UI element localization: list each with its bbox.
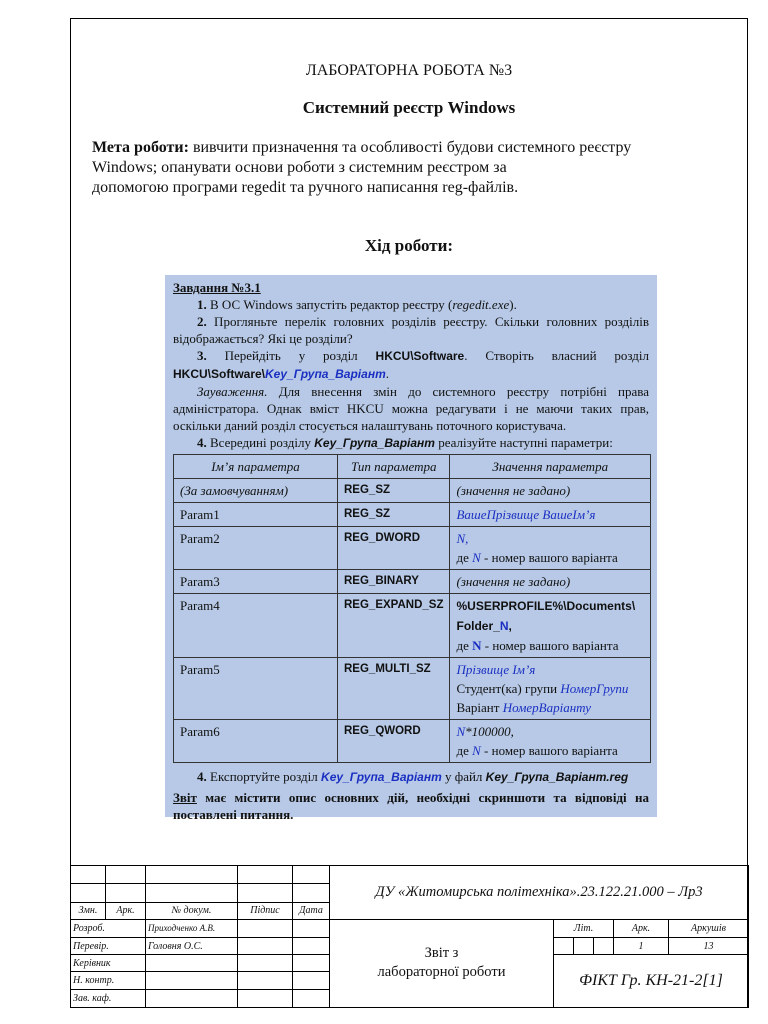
goal-line1: вивчити призначення та особливості будови системного реєстру — [188, 139, 632, 156]
task-export: 4. Експортуйте розділ Key_Група_Варіант у файл Key_Група_Варіант.reg — [197, 769, 629, 784]
header-name: Ім’я параметра — [174, 455, 338, 479]
table-row: Param6 REG_QWORD N*100000, де N - номер вашого варіанта — [174, 720, 651, 763]
task-step-4: 4. Всередині розділу Key_Група_Варіант реалізуйте наступні параметри: — [197, 435, 613, 450]
task-step-1: 1. В ОС Windows запустіть редактор реєстру (regedit.exe). — [197, 297, 517, 312]
goal-line3: допомогою програми regedit та ручного написання reg-файлів. — [92, 179, 519, 196]
table-row: Param3 REG_BINARY (значення не задано) — [174, 570, 651, 594]
task-step-3: 3. Перейдіть у розділ HKCU\Software. Створіть власний розділ HKCU\Software\Key_Група_Варіант. — [173, 348, 649, 381]
task-box — [165, 275, 657, 822]
report-title: Звіт з лабораторної роботи — [330, 919, 554, 1007]
rozrob-name: Приходченко А.В. — [146, 919, 238, 937]
lab-title: ЛАБОРАТОРНА РОБОТА №3 — [305, 62, 513, 79]
table-row: Param2 REG_DWORD N, де N - номер вашого варіанта — [174, 527, 651, 570]
row-rozrob: Розроб. — [71, 919, 146, 937]
header-type: Тип параметра — [338, 455, 450, 479]
table-row: Param1 REG_SZ ВашеПрізвище ВашеІм’я — [174, 503, 651, 527]
task-report-note: Звіт має містити опис основних дій, необхідні скриншоти та відповіді на поставлені питання. — [173, 790, 649, 822]
title-block-stamp: ДУ «Житомирська політехніка».23.122.21.000 – Лр3 Змн. Арк. № докум. Підпис Дата Розроб. Приходченко А.В. Звіт з лабораторної роботи Літ. Арк. Аркушів Перевір. Головня О.С. 1 13 Керівник ФІКТ Гр. КН-21-2[1] Н. контр. Зав. каф. — [70, 865, 748, 1008]
table-row: Param4 REG_EXPAND_SZ %USERPROFILE%\Documents\ Folder_N, де N - номер вашого варіанта — [174, 594, 651, 658]
table-header-row — [174, 455, 651, 479]
goal-label: Мета роботи: — [92, 139, 189, 156]
lab-subtitle: Системний реєстр Windows — [302, 98, 516, 117]
goal-paragraph — [92, 138, 732, 198]
task-step-2: 2. Прогляньте перелік головних розділів реєстру. Скільки головних розділів відображається? Які це розділи? — [173, 314, 649, 346]
progress-heading: Хід роботи: — [364, 236, 454, 255]
parameters-table — [173, 454, 651, 763]
group-code: ФІКТ Гр. КН-21-2[1] — [554, 955, 749, 1008]
document-code: ДУ «Житомирська політехніка».23.122.21.000 – Лр3 — [330, 866, 749, 920]
perevir-name: Головня О.С. — [146, 937, 238, 954]
header-value: Значення параметра — [450, 455, 651, 479]
goal-line2: Windows; опанувати основи роботи з системним реєстром за — [92, 159, 507, 176]
task-title: Завдання №3.1 — [173, 280, 261, 295]
task-note: Зауваження. Для внесення змін до системного реєстру потрібні права адміністратора. Однак вміст HKCU можна редагувати і не маючи таких прав, оскільки даний розділ стосується налаштувань поточного користувача. — [173, 384, 649, 433]
table-row: (За замовчуванням) REG_SZ (значення не задано) — [174, 479, 651, 503]
table-row: Param5 REG_MULTI_SZ Прізвище Ім’я Студент(ка) групи НомерГрупи Варіант НомерВаріанту — [174, 658, 651, 720]
